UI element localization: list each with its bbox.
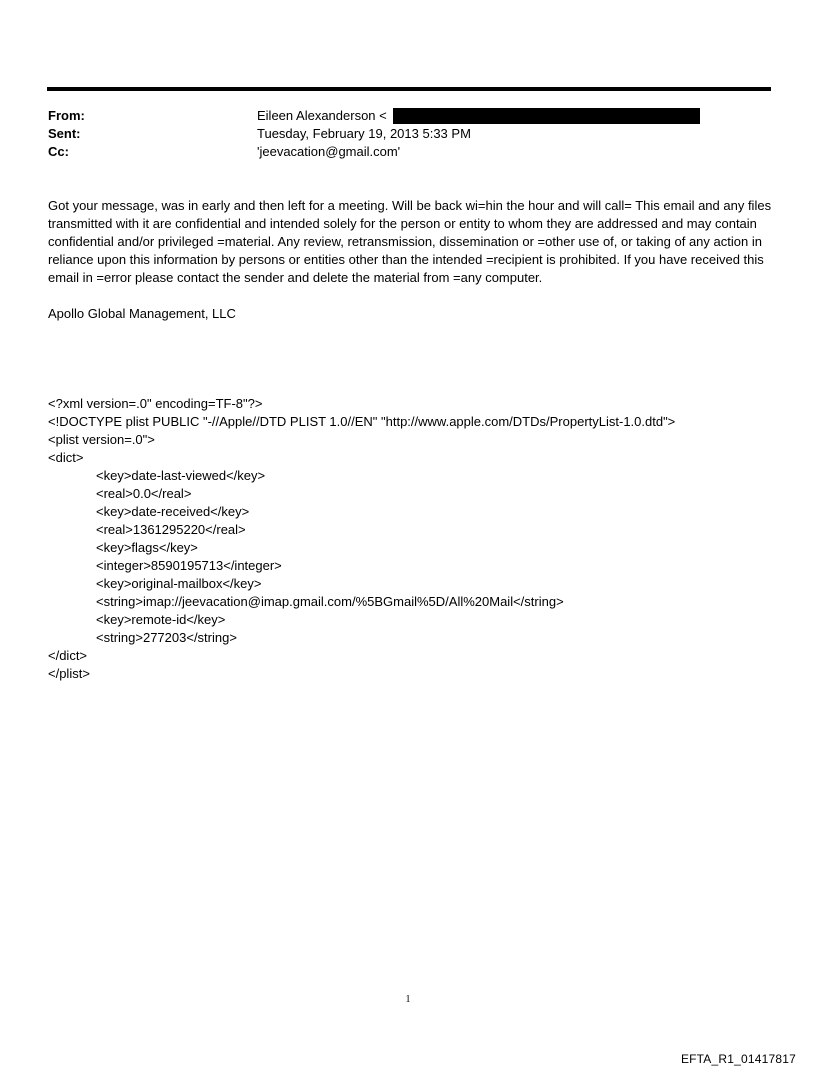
plist-dict-line: <real>0.0</real> bbox=[96, 486, 192, 501]
plist-dict-line: <key>flags</key> bbox=[96, 540, 198, 555]
plist-line: <plist version=.0"> bbox=[48, 432, 155, 447]
plist-line: </dict> bbox=[48, 648, 88, 663]
plist-block bbox=[48, 395, 772, 683]
plist-dict-line: <key>remote-id</key> bbox=[96, 612, 226, 627]
plist-line: <dict> bbox=[48, 450, 84, 465]
email-body bbox=[48, 197, 772, 323]
plist-line: <!DOCTYPE plist PUBLIC "-//Apple//DTD PLIST 1.0//EN" "http://www.apple.com/DTDs/PropertyList-1.0.dtd"> bbox=[48, 414, 676, 429]
redaction-bar bbox=[393, 108, 700, 124]
document-id: EFTA_R1_01417817 bbox=[680, 1052, 796, 1066]
sender-name: Eileen Alexanderson < bbox=[257, 108, 387, 123]
plist-dict-line: <key>original-mailbox</key> bbox=[96, 576, 262, 591]
page-number: 1 bbox=[405, 994, 411, 1005]
from-label: From: bbox=[48, 108, 85, 123]
from-value bbox=[257, 107, 700, 125]
email-header bbox=[48, 107, 768, 161]
plist-dict-line: <real>1361295220</real> bbox=[96, 522, 246, 537]
sent-row bbox=[48, 125, 768, 143]
body-paragraph: Got your message, was in early and then left for a meeting. Will be back wi=hin the hour and will call= This email and any files transmitted with it are confidential and intended solely for the person or entity to whom they are addressed and may contain confidential and/or privileged =material. Any review, retransmission, dissemination or =other use of, or taking of any action in reliance upon this information by persons or entities other than the intended =recipient is prohibited. If you have received this email in =error please contact the sender and delete the material from =any computer. bbox=[48, 198, 772, 285]
plist-dict-line: <key>date-last-viewed</key> bbox=[96, 468, 266, 483]
sent-label: Sent: bbox=[48, 126, 81, 141]
plist-dict-line: <key>date-received</key> bbox=[96, 504, 250, 519]
signature: Apollo Global Management, LLC bbox=[48, 306, 236, 321]
cc-value: 'jeevacation@gmail.com' bbox=[257, 144, 401, 159]
plist-dict-line: <integer>8590195713</integer> bbox=[96, 558, 282, 573]
plist-line: </plist> bbox=[48, 666, 90, 681]
cc-label: Cc: bbox=[48, 144, 69, 159]
cc-row bbox=[48, 143, 768, 161]
header-divider bbox=[47, 87, 771, 91]
plist-line: <?xml version=.0" encoding=TF-8"?> bbox=[48, 396, 263, 411]
plist-dict-line: <string>277203</string> bbox=[96, 630, 237, 645]
from-row bbox=[48, 107, 768, 125]
plist-dict-line: <string>imap://jeevacation@imap.gmail.com/%5BGmail%5D/All%20Mail</string> bbox=[96, 594, 564, 609]
sent-value: Tuesday, February 19, 2013 5:33 PM bbox=[257, 126, 471, 141]
